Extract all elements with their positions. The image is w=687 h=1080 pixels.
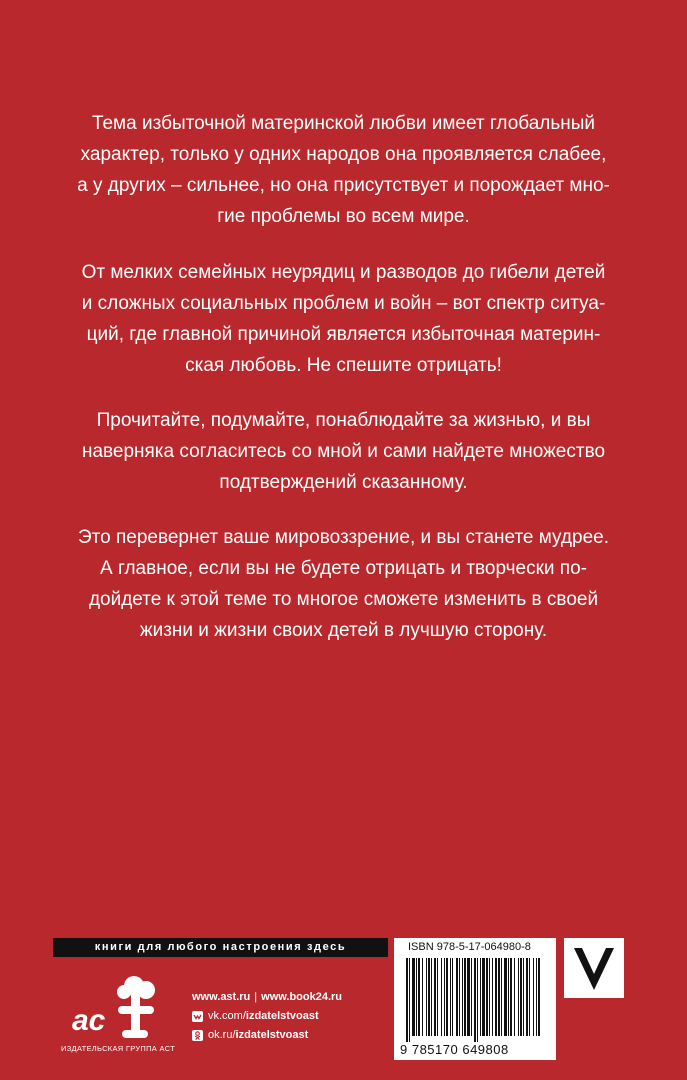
text-line: характер, только у одних народов она проявляется слабее,	[80, 144, 607, 165]
publisher-logo	[58, 968, 178, 1058]
text-line: гие проблемы во всем мире.	[217, 206, 470, 227]
text-line: Это перевернет ваше мировоззрение, и вы станете мудрее.	[77, 527, 609, 548]
barcode-bar	[422, 958, 423, 1036]
vk-row[interactable]	[192, 1007, 342, 1026]
text-line: Прочитайте, подумайте, понаблюдайте за жизнью, и вы	[96, 410, 591, 431]
barcode-bar	[412, 958, 415, 1036]
text-line: От мелких семейных неурядиц и разводов до гибели детей	[81, 262, 606, 283]
barcode-bar	[406, 958, 408, 1042]
text-line: подтверждений сказанному.	[219, 472, 468, 493]
text-line: А главное, если вы не будете отрицать и творчески по-	[100, 558, 587, 579]
barcode-bar	[467, 958, 470, 1036]
barcode-bar	[418, 958, 420, 1036]
barcode-bar	[446, 958, 448, 1036]
text-line: и сложных социальных проблем и войн – вот спектр ситуа-	[81, 293, 606, 314]
site-link-book24[interactable]: www.book24.ru	[261, 991, 343, 1003]
barcode-bar	[459, 958, 460, 1036]
ok-row[interactable]	[192, 1026, 342, 1045]
barcode-bar	[450, 958, 451, 1036]
paragraph-1	[60, 108, 627, 232]
barcode-bar	[464, 958, 466, 1036]
logo-letters: ac	[72, 1004, 106, 1037]
text-line: Тема избыточной материнской любви имеет глобальный	[91, 113, 596, 134]
paragraph-2	[60, 257, 627, 381]
barcode-bar	[536, 958, 537, 1036]
barcode-bar	[434, 958, 436, 1036]
barcode-bar	[441, 958, 442, 1036]
barcode-bar	[456, 958, 458, 1036]
barcode-bar	[526, 958, 528, 1036]
barcode-bar	[444, 958, 445, 1036]
age-rating-badge	[564, 938, 624, 998]
barcode-bar	[518, 958, 519, 1036]
barcode-bar	[480, 958, 481, 1036]
ast-logo-icon	[58, 968, 178, 1042]
barcode-bar	[523, 958, 524, 1036]
barcode-bar	[508, 958, 509, 1036]
barcode-bar	[510, 958, 512, 1036]
barcode-bar	[437, 958, 438, 1036]
barcode-bar	[489, 958, 490, 1036]
text-line: а у других – сильнее, но она присутствует и порождает мно-	[77, 175, 610, 196]
text-line: жизни и жизни своих детей в лучшую сторону.	[139, 620, 548, 641]
barcode-bar	[471, 958, 472, 1036]
barcode-bar	[431, 958, 432, 1036]
barcode-bar	[426, 958, 427, 1036]
publisher-caption: ИЗДАТЕЛЬСКАЯ ГРУППА АСТ	[61, 1044, 175, 1053]
site-link-ast[interactable]: www.ast.ru	[192, 991, 251, 1003]
barcode-bar	[452, 958, 453, 1036]
isbn-barcode-box	[394, 938, 556, 1060]
separator: |	[254, 991, 258, 1003]
barcode-bar	[501, 958, 502, 1036]
barcode-bar	[495, 958, 497, 1036]
text-line: ций, где главной причиной является избыточная материн-	[86, 324, 601, 345]
text-line: наверняка согласитесь со мной и сами найдете множество	[81, 441, 606, 462]
barcode-bar	[428, 958, 430, 1036]
barcode-bar	[538, 958, 540, 1036]
ok-handle: izdatelstvoast	[235, 1029, 309, 1041]
vk-handle: izdatelstvoast	[245, 1010, 319, 1022]
paragraph-3	[60, 405, 627, 498]
barcode-bar	[492, 958, 493, 1036]
slogan-bar: книги для любого настроения здесь	[53, 938, 388, 957]
isbn-label: ISBN 978-5-17-064980-8	[408, 941, 531, 953]
paragraph-4	[60, 522, 627, 646]
barcode-bar	[474, 958, 476, 1042]
barcode-bar	[462, 958, 463, 1036]
barcode-bar	[416, 958, 417, 1036]
barcode-bar	[409, 958, 410, 1042]
ok-prefix: ok.ru/	[208, 1029, 236, 1041]
text-line: ская любовь. Не спешите отрицать!	[185, 355, 502, 376]
text-line: дойдете к этой теме то многое сможете изменить в своей	[88, 589, 599, 610]
vk-prefix: vk.com/	[208, 1010, 246, 1022]
barcode-bar	[477, 958, 478, 1042]
barcode-bar	[504, 958, 507, 1036]
barcode-bar	[520, 958, 522, 1036]
barcode-bar	[533, 958, 534, 1036]
barcode-digits: 9 785170 649808	[400, 1042, 509, 1057]
barcode-bar	[498, 958, 500, 1036]
barcode-bar	[529, 958, 530, 1036]
barcode-bar	[486, 958, 488, 1036]
vk-icon	[192, 1011, 203, 1022]
barcode-bar	[514, 958, 515, 1036]
ok-icon	[192, 1030, 203, 1041]
barcode-icon	[404, 958, 546, 1042]
barcode-bar	[482, 958, 485, 1036]
publisher-links	[192, 988, 342, 1045]
website-row	[192, 988, 342, 1007]
